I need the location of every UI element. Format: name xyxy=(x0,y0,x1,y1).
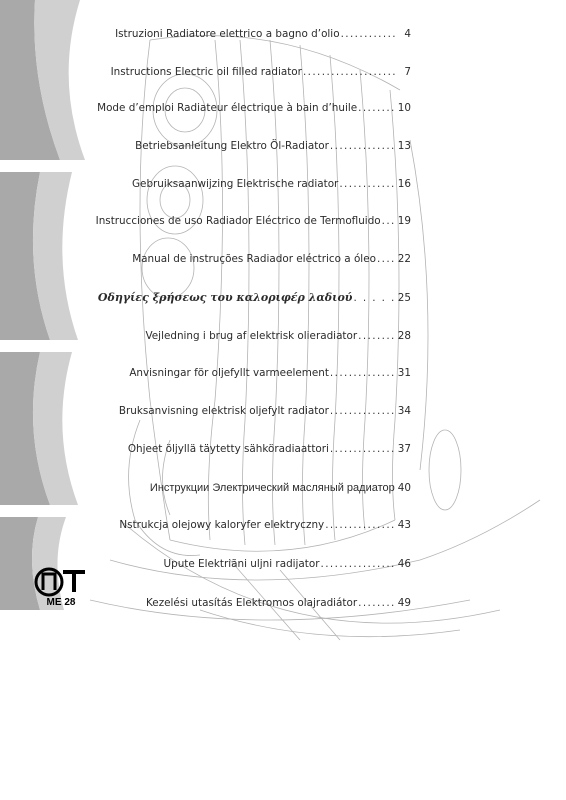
toc-entry-norwegian[interactable] xyxy=(119,405,411,418)
toc-leader: .................... xyxy=(302,66,397,78)
toc-entry-french[interactable] xyxy=(97,102,411,115)
toc-entry-title: Instructions Electric oil filled radiator xyxy=(110,66,302,78)
toc-entry-title: Vejledning i brug af elektrisk olieradiator xyxy=(145,330,358,342)
toc-page-number: 37 xyxy=(397,443,411,455)
toc-leader: . . . . . xyxy=(353,292,396,304)
toc-page-number: 43 xyxy=(397,519,411,531)
toc-leader: .............. xyxy=(329,405,396,417)
toc-entry-title: Ohjeet öljyllä täytetty sähköradiaattori xyxy=(127,443,329,455)
toc-leader: .... xyxy=(376,253,396,265)
toc-entry-title: Nstrukcja olejowy kaloryfer elektryczny xyxy=(119,519,325,531)
toc-leader: ........ xyxy=(358,330,396,342)
toc-entry-title: Anvisningar för oljefyllt varmeelement xyxy=(129,367,329,379)
toc-entry-title: Manual de instruções Radiador eléctrico a óleo xyxy=(132,253,376,265)
toc-page-number: 25 xyxy=(397,292,411,304)
toc-page-number: 16 xyxy=(397,178,411,190)
toc-entry-title: Οδηγίες ξρήσεως του καλοριφέρ λαδιού xyxy=(97,291,353,304)
toc-page-number: 34 xyxy=(397,405,411,417)
toc-entry-croatian[interactable] xyxy=(164,558,412,571)
certification-code: ME 28 xyxy=(46,597,76,608)
toc-leader: ............... xyxy=(325,519,396,531)
toc-page-number: 28 xyxy=(397,330,411,342)
toc-entry-dutch[interactable] xyxy=(132,178,411,191)
toc-leader: .............. xyxy=(329,367,396,379)
toc-leader: ... xyxy=(381,215,396,227)
toc-entry-title: Kezelési utasítás Elektromos olajradiátor xyxy=(146,597,358,609)
toc-entry-spanish[interactable] xyxy=(96,215,411,228)
toc-leader: ........ xyxy=(358,102,396,114)
toc-entry-portuguese[interactable] xyxy=(132,253,411,266)
toc-entry-english[interactable] xyxy=(111,66,411,79)
toc-entry-title: Gebruiksaanwijzing Elektrische radiator xyxy=(132,178,339,190)
toc-entry-swedish[interactable] xyxy=(129,367,411,380)
toc-page-number: 40 xyxy=(397,482,411,494)
toc-entry-danish[interactable] xyxy=(145,330,411,343)
toc-entry-polish[interactable] xyxy=(119,519,411,532)
toc-entry-title: Istruzioni Radiatore elettrico a bagno d’olio xyxy=(115,28,340,40)
toc-leader: ........ xyxy=(358,597,396,609)
toc-entry-hungarian[interactable] xyxy=(146,597,411,610)
toc-leader: .............. xyxy=(329,443,396,455)
toc-entry-russian[interactable] xyxy=(150,482,411,495)
toc-entry-italian[interactable] xyxy=(115,28,411,41)
toc-entry-german[interactable] xyxy=(135,140,411,153)
toc-page-number: 19 xyxy=(397,215,411,227)
toc-page-number: 10 xyxy=(397,102,411,114)
toc-entry-greek[interactable] xyxy=(98,291,411,305)
toc-page-number: 49 xyxy=(397,597,411,609)
toc-page-number: 46 xyxy=(397,558,411,570)
toc-leader: ................ xyxy=(320,558,396,570)
toc-entry-title: Bruksanvisning elektrisk oljefylt radiator xyxy=(118,405,329,417)
toc-leader: ............ xyxy=(339,178,396,190)
toc-page-number: 4 xyxy=(404,28,411,40)
toc-leader: ............ xyxy=(340,28,397,40)
left-tab-bands xyxy=(0,0,85,610)
toc-leader: .............. xyxy=(329,140,396,152)
toc-entry-title: Инструкции Электрический масляный радиатор xyxy=(149,482,395,494)
toc-entry-title: Mode d’emploi Radiateur électrique à bain d’huile xyxy=(97,102,358,114)
toc-page-number: 31 xyxy=(397,367,411,379)
toc-page-number: 22 xyxy=(397,253,411,265)
toc-entry-finnish[interactable] xyxy=(128,443,411,456)
toc-entry-title: Betriebsanleitung Elektro Öl-Radiator xyxy=(135,140,329,152)
toc-entry-title: Upute Elektriãni uljni radijator xyxy=(163,558,320,570)
toc-page-number: 7 xyxy=(404,66,411,78)
toc-entry-title: Instrucciones de uso Radiador Eléctrico de Termofluido xyxy=(95,215,381,227)
toc-page-number: 13 xyxy=(397,140,411,152)
